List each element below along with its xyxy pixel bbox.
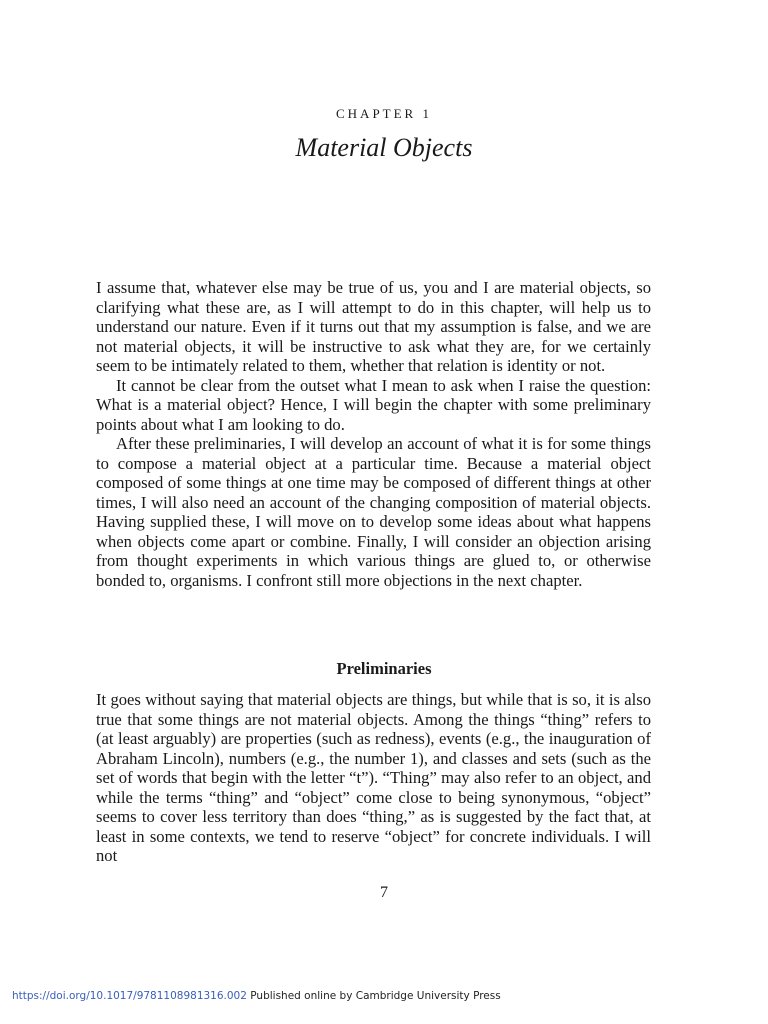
footer (12, 990, 501, 1002)
chapter-label: CHAPTER 1 (336, 106, 432, 121)
chapter-title: Material Objects (295, 133, 473, 162)
intro-paragraph-2: It cannot be clear from the outset what I mean to ask when I raise the question: What is a material object? Hence, I will begin the chapter with some preliminary points about what I am looking to do. (96, 375, 651, 434)
section-heading: Preliminaries (336, 659, 432, 678)
intro-paragraph-3: After these preliminaries, I will develop an account of what it is for some things to compose a material object at a particular time. Because a material object composed of some things at one time may be composed of different things at other times, I will also need an account of the changing composition of material objects. Having supplied these, I will move on to develop some ideas about what happens when objects come apart or combine. Finally, I will consider an objection arising from thought experiments in which various things are glued to, or otherwise bonded to, organisms. I confront still more objections in the next chapter. (96, 434, 651, 590)
published-text: Published online by Cambridge University Press (246, 990, 501, 1002)
preliminaries-paragraph-1: It goes without saying that material objects are things, but while that is so, it is also true that some things are not material objects. Among the things “thing” refers to (at least arguably) are properties (such as redness), events (e.g., the inauguration of Abraham Lincoln), numbers (e.g., the number 1), and classes and sets (such as the set of words that begin with the letter “t”). “Thing” may also refer to an object, and while the terms “thing” and “object” come close to being synonymous, “object” seems to cover less territory than does “thing,” as is suggested by the fact that, at least in some contexts, we tend to reserve “object” for concrete individuals. I will not (96, 690, 651, 865)
preliminaries-text (96, 690, 651, 866)
intro-text (96, 278, 651, 590)
page-number: 7 (380, 884, 388, 901)
intro-paragraph-1: I assume that, whatever else may be true of us, you and I are material objects, so clarifying what these are, as I will attempt to do in this chapter, will help us to understand our nature. Even if it turns out that my assumption is false, and we are not material objects, it will be instructive to ask what they are, for we certainly seem to be intimately related to them, whether that relation is identity or not. (96, 278, 651, 375)
doi-link[interactable]: https://doi.org/10.1017/9781108981316.002 (12, 990, 247, 1002)
